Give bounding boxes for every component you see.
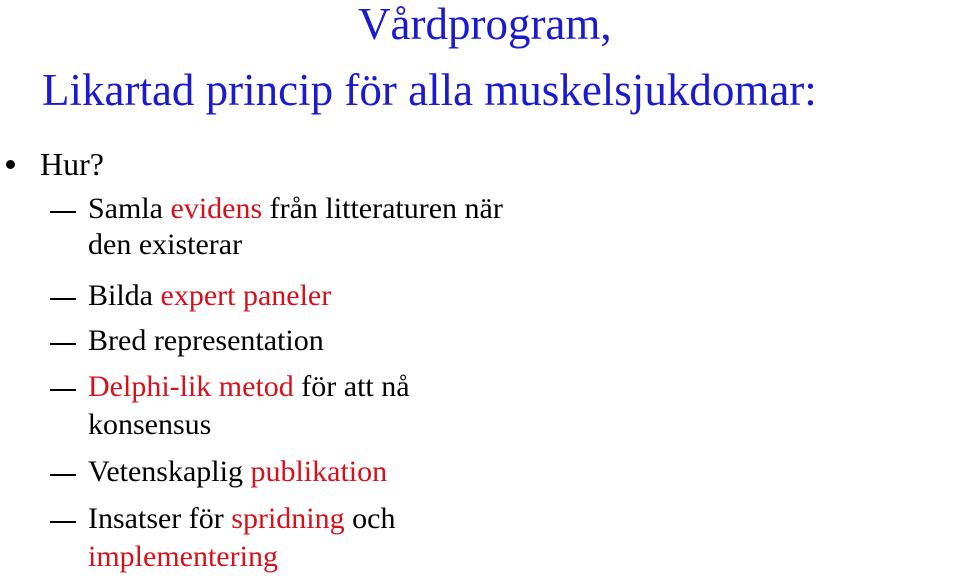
body-text: konsensus xyxy=(88,408,212,441)
body-text: Insatser för xyxy=(88,502,232,535)
dash-icon xyxy=(50,343,76,345)
body-text: Bred representation xyxy=(88,324,324,357)
highlighted-text: publikation xyxy=(250,455,388,488)
sub-bullet-line xyxy=(88,228,242,262)
highlighted-text: evidens xyxy=(170,192,263,225)
body-text: och xyxy=(344,502,396,535)
body-text: Samla xyxy=(88,192,171,225)
sub-bullet-line xyxy=(88,370,410,404)
dash-icon xyxy=(50,521,76,523)
body-text: den existerar xyxy=(88,228,243,261)
body-text: från litteraturen när xyxy=(262,192,503,225)
highlighted-text: spridning xyxy=(231,502,345,535)
dash-icon xyxy=(50,298,76,300)
highlighted-text: Delphi-lik metod xyxy=(88,370,294,403)
sub-bullet-line xyxy=(88,192,503,226)
dash-icon xyxy=(50,211,76,213)
sub-bullet-line xyxy=(88,324,324,358)
body-text: Vetenskaplig xyxy=(88,455,251,488)
dash-icon xyxy=(50,389,76,391)
highlighted-text: implementering xyxy=(88,540,278,573)
sub-bullet-line xyxy=(88,279,331,313)
sub-bullet-line xyxy=(88,455,387,489)
body-text: för att nå xyxy=(293,370,410,403)
sub-bullet-line xyxy=(88,540,278,574)
title-line-2: Likartad princip för alla muskelsjukdomar: xyxy=(42,65,817,115)
body-text: Bilda xyxy=(88,279,161,312)
sub-bullet-line xyxy=(88,408,211,442)
title-line-1: Vårdprogram, xyxy=(358,0,612,49)
sub-bullet-line xyxy=(88,502,395,536)
dash-icon xyxy=(50,474,76,476)
bullet-text: Hur? xyxy=(40,146,104,182)
highlighted-text: expert paneler xyxy=(160,279,332,312)
